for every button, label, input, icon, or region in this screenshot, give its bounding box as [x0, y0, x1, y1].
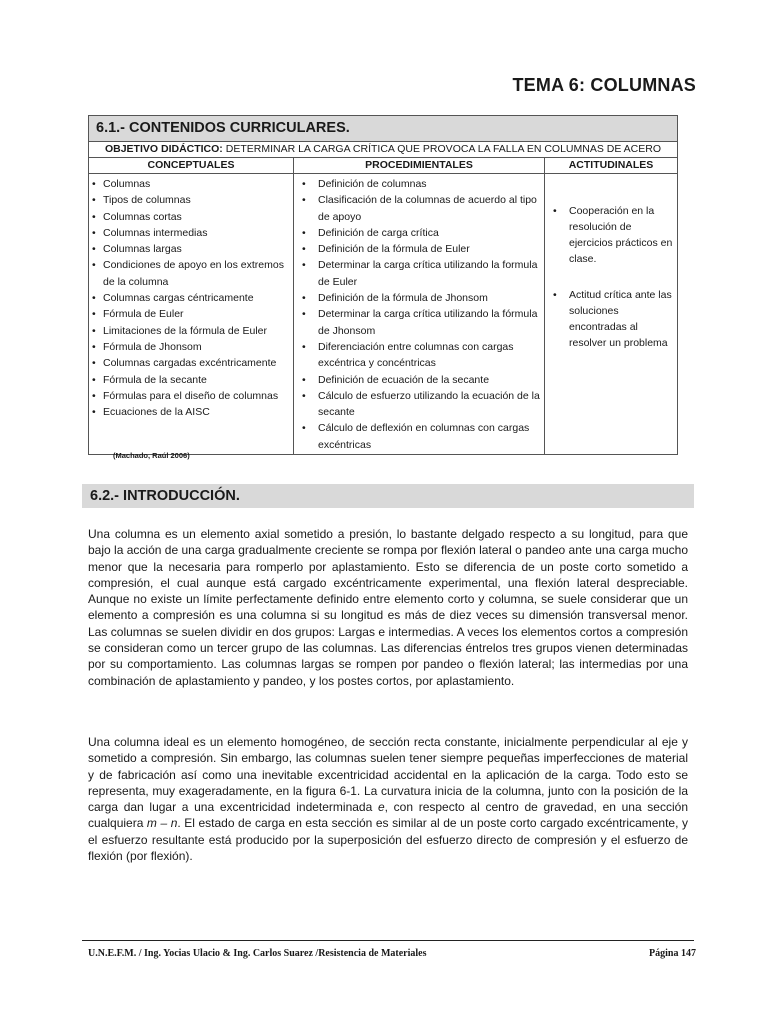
header-conceptuales: CONCEPTUALES: [89, 158, 294, 173]
procedimentales-list: [294, 174, 544, 453]
paragraph-2-part-c: . El estado de carga en esta sección es similar al de un poste corto cargado excéntricamente, y el esfuerzo resultante está producido por la superposición del esfuerzo directo de compresión y el esfuerzo de flexión (por flexión).: [88, 816, 688, 864]
citation: (Machado, Raúl 2006): [113, 451, 190, 460]
page-title: TEMA 6: COLUMNAS: [512, 75, 696, 95]
paragraph-2-part-b: , con respecto al centro de gravedad, en una sección cualquiera: [88, 800, 688, 831]
list-item: • Columnas cargadas excéntricamente: [89, 355, 293, 371]
list-item: • Definición de la fórmula de Jhonsom: [294, 290, 544, 306]
list-item: • Clasificación de la columnas de acuerdo al tipo de apoyo: [294, 192, 544, 225]
list-item: • Definición de la fórmula de Euler: [294, 241, 544, 257]
list-item: • Columnas cortas: [89, 209, 293, 225]
footer: [88, 948, 696, 959]
footer-credits: U.N.E.F.M. / Ing. Yocias Ulacio & Ing. Carlos Suarez /Resistencia de Materiales: [88, 948, 427, 959]
section-heading-introduccion: 6.2.- INTRODUCCIÓN.: [90, 488, 240, 504]
section-heading-curricular: 6.1.- CONTENIDOS CURRICULARES.: [89, 116, 677, 142]
paragraph-2-part-a: Una columna ideal es un elemento homogéneo, de sección recta constante, inicialmente perpendicular al eje y sometido a compresión. Sin embargo, las columnas suelen tener siempre pequeñas imperfecciones de material y de fabricación así como una inevitable excentricidad accidental en la aplicación de la carga. Todo esto se representa, muy exageradamente, en la figura 6-1. La curvatura inicia de la columna, junto con la posición de la carga dan lugar a una excentricidad indeterminada: [88, 735, 688, 815]
conceptuales-list: [89, 174, 293, 420]
list-item: • Tipos de columnas: [89, 192, 293, 208]
objective-text: DETERMINAR LA CARGA CRÍTICA QUE PROVOCA LA FALLA EN COLUMNAS DE ACERO: [222, 143, 662, 155]
paragraph-2: [88, 734, 688, 864]
actitudinales-cell: [545, 174, 677, 454]
list-item: • Diferenciación entre columnas con cargas excéntrica y concéntricas: [294, 339, 544, 372]
table-body-row: [89, 174, 677, 454]
objective-row: [89, 142, 677, 158]
list-item: • Definición de columnas: [294, 176, 544, 192]
list-item: • Fórmula de Euler: [89, 306, 293, 322]
list-item: • Actitud crítica ante las soluciones encontradas al resolver un problema: [545, 287, 677, 351]
list-item: • Determinar la carga crítica utilizando la formula de Euler: [294, 257, 544, 290]
header-actitudinales: ACTITUDINALES: [568, 159, 654, 171]
procedimentales-cell: [294, 174, 545, 454]
list-item: • Fórmulas para el diseño de columnas: [89, 388, 293, 404]
list-item: • Determinar la carga crítica utilizando la fórmula de Jhonsom: [294, 306, 544, 339]
variable-e: e: [377, 800, 385, 815]
section-heading-bar: [82, 484, 694, 508]
variable-m-n: m – n: [146, 816, 178, 831]
list-item: • Cálculo de deflexión en columnas con cargas excéntricas: [294, 420, 544, 453]
header-procedimentales: PROCEDIMIENTALES: [294, 158, 545, 173]
list-item: • Cálculo de esfuerzo utilizando la ecuación de la secante: [294, 388, 544, 421]
list-item: • Definición de carga crítica: [294, 225, 544, 241]
list-item: • Ecuaciones de la AISC: [89, 404, 293, 420]
conceptuales-cell: [89, 174, 294, 454]
page-number: Página 147: [649, 948, 696, 959]
list-item: • Condiciones de apoyo en los extremos de la columna: [89, 257, 293, 290]
list-item: • Limitaciones de la fórmula de Euler: [89, 323, 293, 339]
paragraph-1: Una columna es un elemento axial sometido a presión, lo bastante delgado respecto a su longitud, para que bajo la acción de una carga gradualmente creciente se rompa por flexión lateral o pandeo ante una carga mucho menor que la necesaria para romperlo por aplastamiento. Esto se diferencia de un poste corto sometido a compresión, el cual aunque está cargado excéntricamente experimental, una flexión lateral despreciable. Aunque no existe un límite perfectamente definido entre elemento corto y columna, se suele considerar que un elemento a compresión es una columna si su longitud es más de diez veces su dimensión transversal menor. Las columnas se suelen dividir en dos grupos: Largas e intermedias. A veces los elementos cortos a compresión se consideran como un tercer grupo de las columnas. Las diferencias éntrelos tres grupos vienen determinadas por su comportamiento. Las columnas largas se rompen por pandeo o flexión lateral; las intermedias por una combinación de aplastamiento y pandeo, y los postes cortos, por aplastamiento.: [88, 527, 688, 688]
list-item: • Columnas intermedias: [89, 225, 293, 241]
list-item: • Cooperación en la resolución de ejercicios prácticos en clase.: [545, 203, 677, 267]
list-item: • Columnas cargas céntricamente: [89, 290, 293, 306]
actitudinales-list: [545, 201, 677, 351]
table-header-row: [89, 158, 677, 174]
objective-label: OBJETIVO DIDÁCTICO:: [104, 143, 223, 155]
list-item: • Fórmula de Jhonsom: [89, 339, 293, 355]
list-item: • Fórmula de la secante: [89, 372, 293, 388]
list-item: • Columnas largas: [89, 241, 293, 257]
curricular-contents-table: [88, 115, 678, 455]
list-item: • Columnas: [89, 176, 293, 192]
list-item: • Definición de ecuación de la secante: [294, 372, 544, 388]
footer-rule: [82, 940, 694, 941]
